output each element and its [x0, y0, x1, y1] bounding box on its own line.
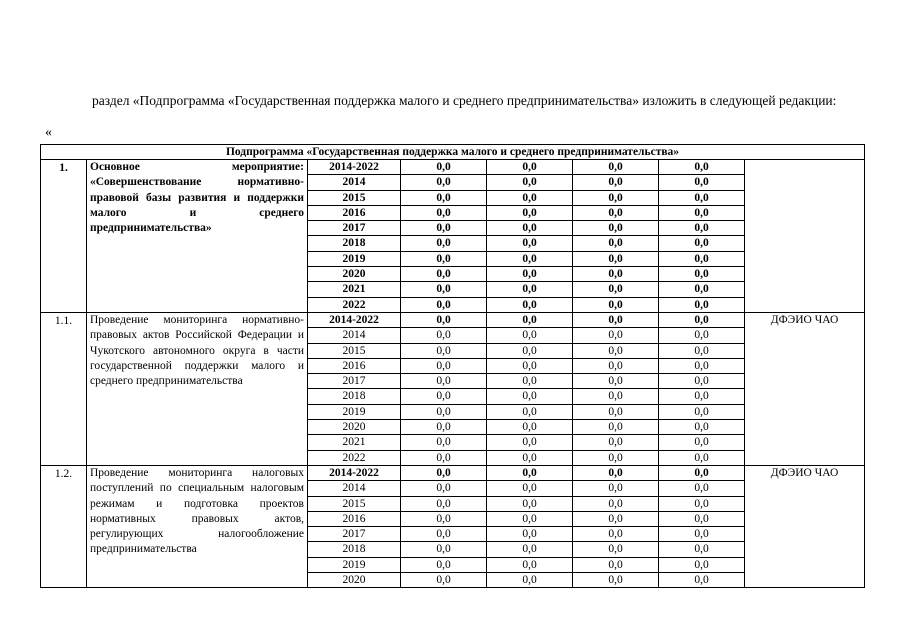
year-cell: 2014-2022 [308, 160, 401, 175]
value-cell: 0,0 [659, 312, 745, 327]
value-cell: 0,0 [487, 374, 573, 389]
item-description-text: Проведение мониторинга нормативно-правовых актов Российской Федерации и Чукотского автономного округа в части государственной поддержки малого и среднего предпринимательства [90, 313, 304, 388]
value-cell: 0,0 [487, 175, 573, 190]
value-cell: 0,0 [401, 374, 487, 389]
value-cell: 0,0 [573, 251, 659, 266]
value-cell: 0,0 [659, 282, 745, 297]
item-number: 1. [41, 160, 87, 313]
value-cell: 0,0 [573, 282, 659, 297]
value-cell: 0,0 [487, 282, 573, 297]
subprogram-table [40, 144, 865, 588]
responsible-executor [745, 160, 865, 313]
value-cell: 0,0 [487, 312, 573, 327]
value-cell: 0,0 [659, 404, 745, 419]
year-cell: 2018 [308, 236, 401, 251]
item-description-text: Основное мероприятие: «Совершенствование нормативно-правовой базы развития и поддержки малого и среднего предпринимательства» [90, 161, 304, 235]
item-description [87, 160, 308, 313]
value-cell: 0,0 [573, 481, 659, 496]
value-cell: 0,0 [573, 420, 659, 435]
value-cell: 0,0 [659, 435, 745, 450]
value-cell: 0,0 [487, 160, 573, 175]
year-cell: 2019 [308, 404, 401, 419]
table-row [41, 465, 865, 480]
value-cell: 0,0 [487, 496, 573, 511]
value-cell: 0,0 [659, 343, 745, 358]
table-header-row [41, 145, 865, 160]
value-cell: 0,0 [573, 205, 659, 220]
year-cell: 2014-2022 [308, 312, 401, 327]
value-cell: 0,0 [401, 267, 487, 282]
value-cell: 0,0 [659, 221, 745, 236]
value-cell: 0,0 [573, 343, 659, 358]
value-cell: 0,0 [401, 328, 487, 343]
value-cell: 0,0 [401, 190, 487, 205]
value-cell: 0,0 [401, 236, 487, 251]
year-cell: 2018 [308, 389, 401, 404]
value-cell: 0,0 [659, 557, 745, 572]
value-cell: 0,0 [401, 481, 487, 496]
value-cell: 0,0 [487, 527, 573, 542]
table-row [41, 160, 865, 175]
year-cell: 2019 [308, 251, 401, 266]
year-cell: 2014 [308, 328, 401, 343]
value-cell: 0,0 [401, 404, 487, 419]
intro-paragraph: раздел «Подпрограмма «Государственная поддержка малого и среднего предпринимательства» изложить в следующей редакции: [92, 93, 837, 108]
value-cell: 0,0 [659, 542, 745, 557]
item-description-text: Проведение мониторинга налоговых поступлений по специальным налоговым режимам и подготовка проектов нормативных правовых актов, регулирующих налогообложение предпринимательства [90, 466, 304, 556]
value-cell: 0,0 [573, 221, 659, 236]
subprogram-title: Подпрограмма «Государственная поддержка малого и среднего предпринимательства» [41, 145, 865, 160]
value-cell: 0,0 [573, 160, 659, 175]
value-cell: 0,0 [487, 267, 573, 282]
value-cell: 0,0 [573, 404, 659, 419]
value-cell: 0,0 [487, 389, 573, 404]
value-cell: 0,0 [401, 511, 487, 526]
value-cell: 0,0 [573, 389, 659, 404]
year-cell: 2021 [308, 282, 401, 297]
year-cell: 2017 [308, 527, 401, 542]
value-cell: 0,0 [487, 481, 573, 496]
value-cell: 0,0 [401, 251, 487, 266]
responsible-executor: ДФЭИО ЧАО [745, 312, 865, 465]
value-cell: 0,0 [573, 236, 659, 251]
value-cell: 0,0 [573, 175, 659, 190]
value-cell: 0,0 [573, 328, 659, 343]
value-cell: 0,0 [487, 465, 573, 480]
value-cell: 0,0 [659, 358, 745, 373]
value-cell: 0,0 [401, 465, 487, 480]
year-cell: 2016 [308, 358, 401, 373]
value-cell: 0,0 [401, 175, 487, 190]
value-cell: 0,0 [659, 420, 745, 435]
year-cell: 2017 [308, 221, 401, 236]
responsible-executor: ДФЭИО ЧАО [745, 465, 865, 587]
year-cell: 2020 [308, 420, 401, 435]
value-cell: 0,0 [659, 573, 745, 588]
value-cell: 0,0 [487, 358, 573, 373]
value-cell: 0,0 [401, 282, 487, 297]
year-cell: 2020 [308, 267, 401, 282]
value-cell: 0,0 [401, 221, 487, 236]
value-cell: 0,0 [401, 160, 487, 175]
value-cell: 0,0 [487, 221, 573, 236]
value-cell: 0,0 [573, 511, 659, 526]
value-cell: 0,0 [573, 297, 659, 312]
value-cell: 0,0 [659, 496, 745, 511]
value-cell: 0,0 [487, 435, 573, 450]
value-cell: 0,0 [573, 542, 659, 557]
year-cell: 2014-2022 [308, 465, 401, 480]
value-cell: 0,0 [487, 190, 573, 205]
year-cell: 2022 [308, 450, 401, 465]
year-cell: 2016 [308, 205, 401, 220]
value-cell: 0,0 [401, 389, 487, 404]
value-cell: 0,0 [487, 542, 573, 557]
year-cell: 2019 [308, 557, 401, 572]
value-cell: 0,0 [659, 205, 745, 220]
value-cell: 0,0 [573, 496, 659, 511]
value-cell: 0,0 [401, 542, 487, 557]
value-cell: 0,0 [487, 420, 573, 435]
value-cell: 0,0 [573, 312, 659, 327]
value-cell: 0,0 [659, 511, 745, 526]
value-cell: 0,0 [487, 236, 573, 251]
year-cell: 2015 [308, 190, 401, 205]
value-cell: 0,0 [487, 297, 573, 312]
item-description [87, 465, 308, 587]
value-cell: 0,0 [659, 465, 745, 480]
value-cell: 0,0 [401, 573, 487, 588]
value-cell: 0,0 [659, 527, 745, 542]
value-cell: 0,0 [401, 358, 487, 373]
value-cell: 0,0 [659, 236, 745, 251]
value-cell: 0,0 [573, 190, 659, 205]
table-row [41, 312, 865, 327]
value-cell: 0,0 [401, 420, 487, 435]
value-cell: 0,0 [573, 450, 659, 465]
value-cell: 0,0 [401, 496, 487, 511]
value-cell: 0,0 [659, 190, 745, 205]
value-cell: 0,0 [401, 435, 487, 450]
value-cell: 0,0 [659, 450, 745, 465]
value-cell: 0,0 [487, 343, 573, 358]
value-cell: 0,0 [659, 389, 745, 404]
year-cell: 2017 [308, 374, 401, 389]
year-cell: 2015 [308, 496, 401, 511]
value-cell: 0,0 [401, 527, 487, 542]
year-cell: 2014 [308, 175, 401, 190]
year-cell: 2020 [308, 573, 401, 588]
value-cell: 0,0 [487, 404, 573, 419]
year-cell: 2018 [308, 542, 401, 557]
value-cell: 0,0 [401, 557, 487, 572]
value-cell: 0,0 [659, 328, 745, 343]
value-cell: 0,0 [659, 297, 745, 312]
value-cell: 0,0 [573, 267, 659, 282]
item-number: 1.2. [41, 465, 87, 587]
value-cell: 0,0 [573, 557, 659, 572]
value-cell: 0,0 [573, 465, 659, 480]
value-cell: 0,0 [659, 175, 745, 190]
value-cell: 0,0 [659, 160, 745, 175]
year-cell: 2016 [308, 511, 401, 526]
value-cell: 0,0 [487, 205, 573, 220]
value-cell: 0,0 [401, 450, 487, 465]
year-cell: 2022 [308, 297, 401, 312]
item-number: 1.1. [41, 312, 87, 465]
item-description [87, 312, 308, 465]
value-cell: 0,0 [573, 374, 659, 389]
value-cell: 0,0 [573, 358, 659, 373]
value-cell: 0,0 [401, 205, 487, 220]
year-cell: 2014 [308, 481, 401, 496]
value-cell: 0,0 [487, 328, 573, 343]
value-cell: 0,0 [573, 435, 659, 450]
value-cell: 0,0 [573, 573, 659, 588]
year-cell: 2015 [308, 343, 401, 358]
value-cell: 0,0 [659, 251, 745, 266]
open-quote-mark: « [45, 125, 52, 140]
value-cell: 0,0 [487, 450, 573, 465]
value-cell: 0,0 [487, 251, 573, 266]
value-cell: 0,0 [573, 527, 659, 542]
value-cell: 0,0 [401, 343, 487, 358]
year-cell: 2021 [308, 435, 401, 450]
value-cell: 0,0 [659, 267, 745, 282]
value-cell: 0,0 [487, 573, 573, 588]
value-cell: 0,0 [659, 374, 745, 389]
value-cell: 0,0 [401, 312, 487, 327]
value-cell: 0,0 [401, 297, 487, 312]
value-cell: 0,0 [487, 511, 573, 526]
value-cell: 0,0 [659, 481, 745, 496]
value-cell: 0,0 [487, 557, 573, 572]
